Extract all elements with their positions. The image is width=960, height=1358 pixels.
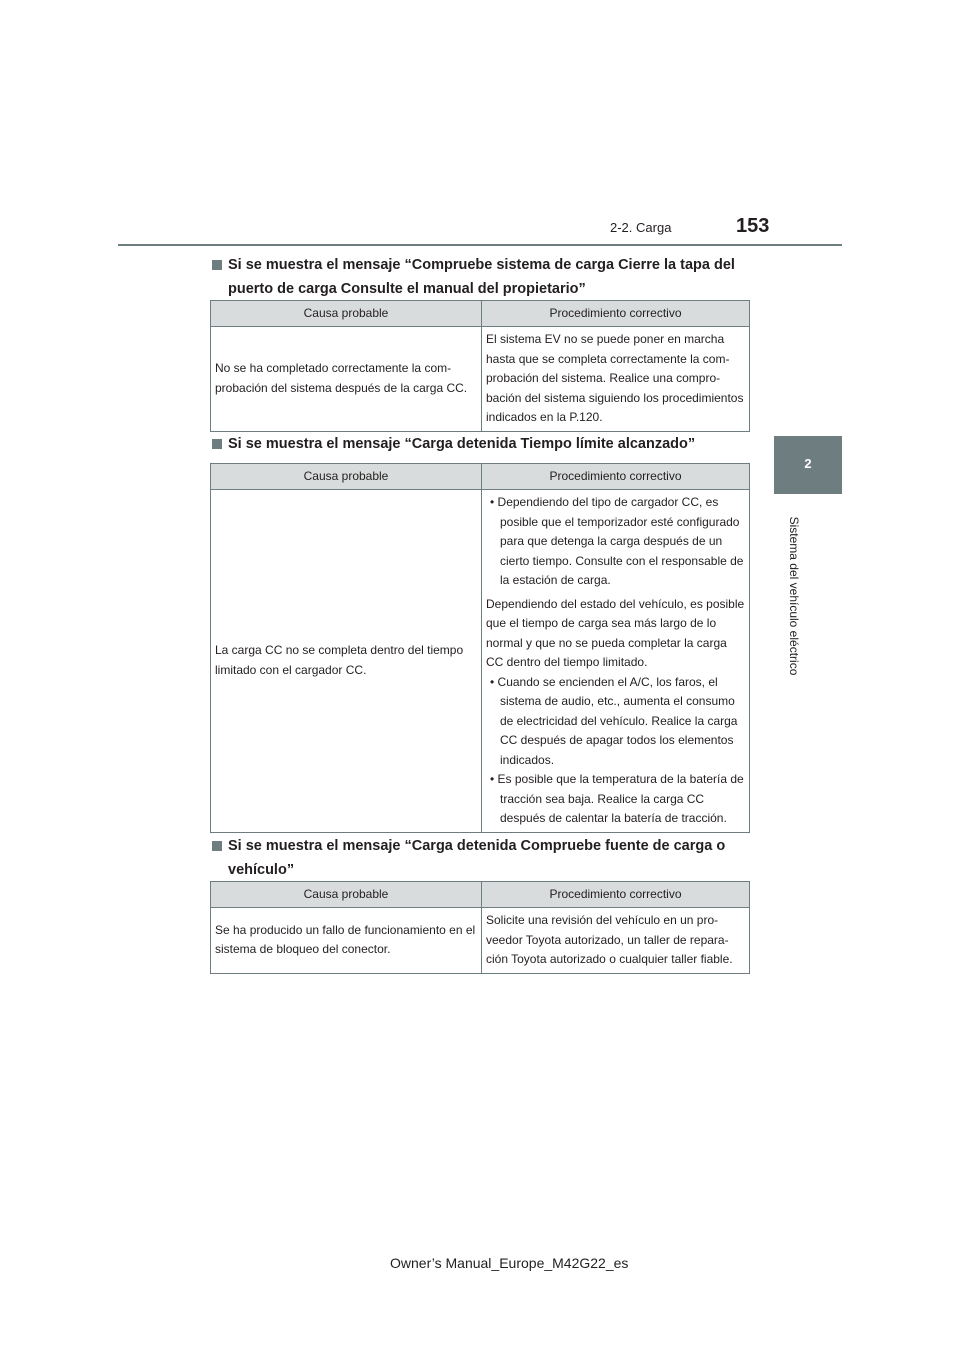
header-rule	[118, 244, 842, 246]
section-heading-1	[212, 253, 752, 301]
procedure-cell: El sistema EV no se puede poner en marcha hasta que se completa correctamente la comprobación del sistema. Realice una comprobación del sistema siguiendo los procedimientos indicados en la P.120.	[482, 327, 750, 432]
chapter-tab-number: 2	[804, 456, 812, 471]
procedure-cell	[482, 490, 750, 833]
column-header-procedure: Procedimiento correctivo	[482, 301, 750, 327]
table-1	[210, 300, 750, 432]
heading-3-line-1: Si se muestra el mensaje “Carga detenida Compruebe fuente de carga o	[228, 838, 726, 854]
heading-1-line-1: Si se muestra el mensaje “Compruebe sistema de carga Cierre la tapa del	[228, 257, 735, 273]
cause-cell: Se ha producido un fallo de funcionamiento en el sistema de bloqueo del conector.	[211, 908, 482, 974]
section-label: 2-2. Carga	[610, 220, 672, 235]
square-bullet-icon	[212, 439, 222, 449]
procedure-bullet: • Es posible que la temperatura de la batería de tracción sea baja. Realice la carga CC después de calentar la batería de tracción.	[490, 772, 744, 825]
chapter-tab	[774, 436, 842, 494]
table-row	[211, 908, 750, 974]
square-bullet-icon	[212, 260, 222, 270]
table-header-row	[211, 464, 750, 490]
heading-3-line-2: vehículo”	[228, 862, 295, 878]
cause-cell: No se ha completado correctamente la comprobación del sistema después de la carga CC.	[211, 327, 482, 432]
chapter-title	[772, 505, 816, 687]
heading-2-text: Si se muestra el mensaje “Carga detenida Tiempo límite alcanzado”	[228, 436, 696, 452]
heading-1-line-2: puerto de carga Consulte el manual del propietario”	[228, 281, 586, 297]
column-header-cause: Causa probable	[211, 882, 482, 908]
square-bullet-icon	[212, 841, 222, 851]
column-header-cause: Causa probable	[211, 301, 482, 327]
table-2	[210, 463, 750, 833]
procedure-bullet: • Dependiendo del tipo de cargador CC, es posible que el temporizador esté configurado para que detenga la carga después de un cierto tiempo. Consulte con el responsable de la estación de carga.	[490, 495, 744, 587]
table-header-row	[211, 882, 750, 908]
chapter-title-text: Sistema del vehículo eléctrico	[787, 516, 801, 676]
table-row	[211, 490, 750, 833]
table-3	[210, 881, 750, 974]
page-number: 153	[736, 215, 770, 237]
column-header-cause: Causa probable	[211, 464, 482, 490]
procedure-paragraph: Dependiendo del estado del vehículo, es posible que el tiempo de carga sea más largo de lo normal y que no se pueda completar la carga CC dentro del tiempo limitado.	[486, 596, 745, 669]
procedure-cell: Solicite una revisión del vehículo en un proveedor Toyota autorizado, un taller de reparación Toyota autorizado o cualquier taller fiable.	[482, 908, 750, 974]
procedure-bullet: • Cuando se encienden el A/C, los faros, el sistema de audio, etc., aumenta el consumo de electricidad del vehículo. Realice la carga CC después de apagar todos los elementos indicados.	[490, 674, 738, 767]
section-heading-3	[212, 834, 752, 882]
column-header-procedure: Procedimiento correctivo	[482, 882, 750, 908]
section-heading-2	[212, 432, 752, 456]
table-row	[211, 327, 750, 432]
table-header-row	[211, 301, 750, 327]
cause-cell: La carga CC no se completa dentro del tiempo limitado con el cargador CC.	[211, 490, 482, 833]
footer-text: Owner’s Manual_Europe_M42G22_es	[390, 1255, 629, 1271]
column-header-procedure: Procedimiento correctivo	[482, 464, 750, 490]
